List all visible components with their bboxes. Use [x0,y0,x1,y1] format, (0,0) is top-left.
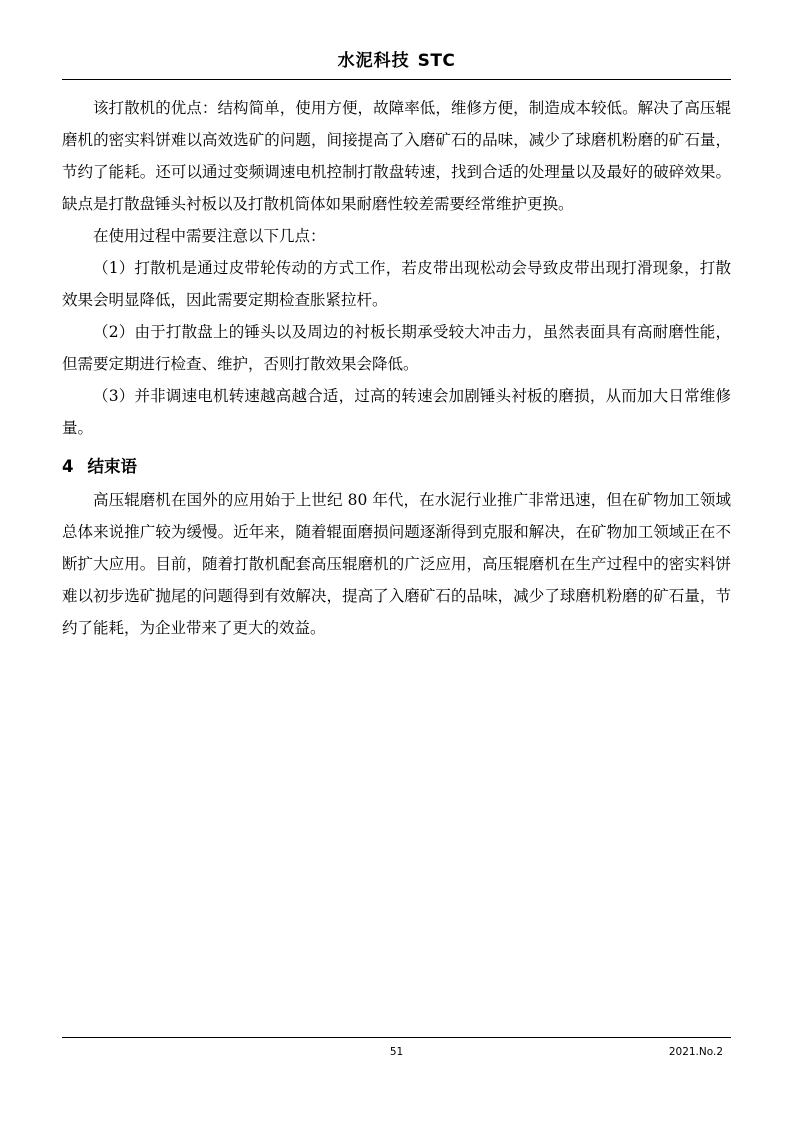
page-header [62,0,731,71]
header-divider [62,79,731,80]
document-body [62,92,731,644]
section-heading [62,450,731,484]
page-number: 51 [389,1046,404,1058]
paragraph: （3）并非调速电机转速越高越合适，过高的转速会加剧锤头衬板的磨损，从而加大日常维修量。 [62,387,731,437]
paragraph: 在使用过程中需要注意以下几点： [93,227,326,245]
footer-divider [62,1037,731,1038]
section-title: 结束语 [87,457,137,476]
paragraph: （1）打散机是通过皮带轮传动的方式工作，若皮带出现松动会导致皮带出现打滑现象，打散效果会明显降低，因此需要定期检查胀紧拉杆。 [62,259,731,309]
paragraph: 该打散机的优点：结构简单，使用方便，故障率低，维修方便，制造成本较低。解决了高压辊磨机的密实料饼难以高效选矿的问题，间接提高了入磨矿石的品味，减少了球磨机粉磨的矿石量，节约了能耗。还可以通过变频调速电机控制打散盘转速，找到合适的处理量以及最好的破碎效果。缺点是打散盘锤头衬板以及打散机筒体如果耐磨性较差需要经常维护更换。 [62,99,731,213]
paragraph: 高压辊磨机在国外的应用始于上世纪 80 年代，在水泥行业推广非常迅速，但在矿物加工领域总体来说推广较为缓慢。近年来，随着辊面磨损问题逐渐得到克服和解决，在矿物加工领域正在不断扩大应用。目前，随着打散机配套高压辊磨机的广泛应用，高压辊磨机在生产过程中的密实料饼难以初步选矿抛尾的问题得到有效解决，提高了入磨矿石的品味，减少了球磨机粉磨的矿石量，节约了能耗，为企业带来了更大的效益。 [62,491,731,637]
paragraph: （2）由于打散盘上的锤头以及周边的衬板长期承受较大冲击力，虽然表面具有高耐磨性能，但需要定期进行检查、维护，否则打散效果会降低。 [62,323,731,373]
issue-label: 2021.No.2 [668,1046,723,1058]
page-content-area [62,0,731,1122]
journal-title: 水泥科技 [337,51,410,71]
section-number: 4 [62,457,74,476]
journal-abbreviation: STC [417,51,456,71]
